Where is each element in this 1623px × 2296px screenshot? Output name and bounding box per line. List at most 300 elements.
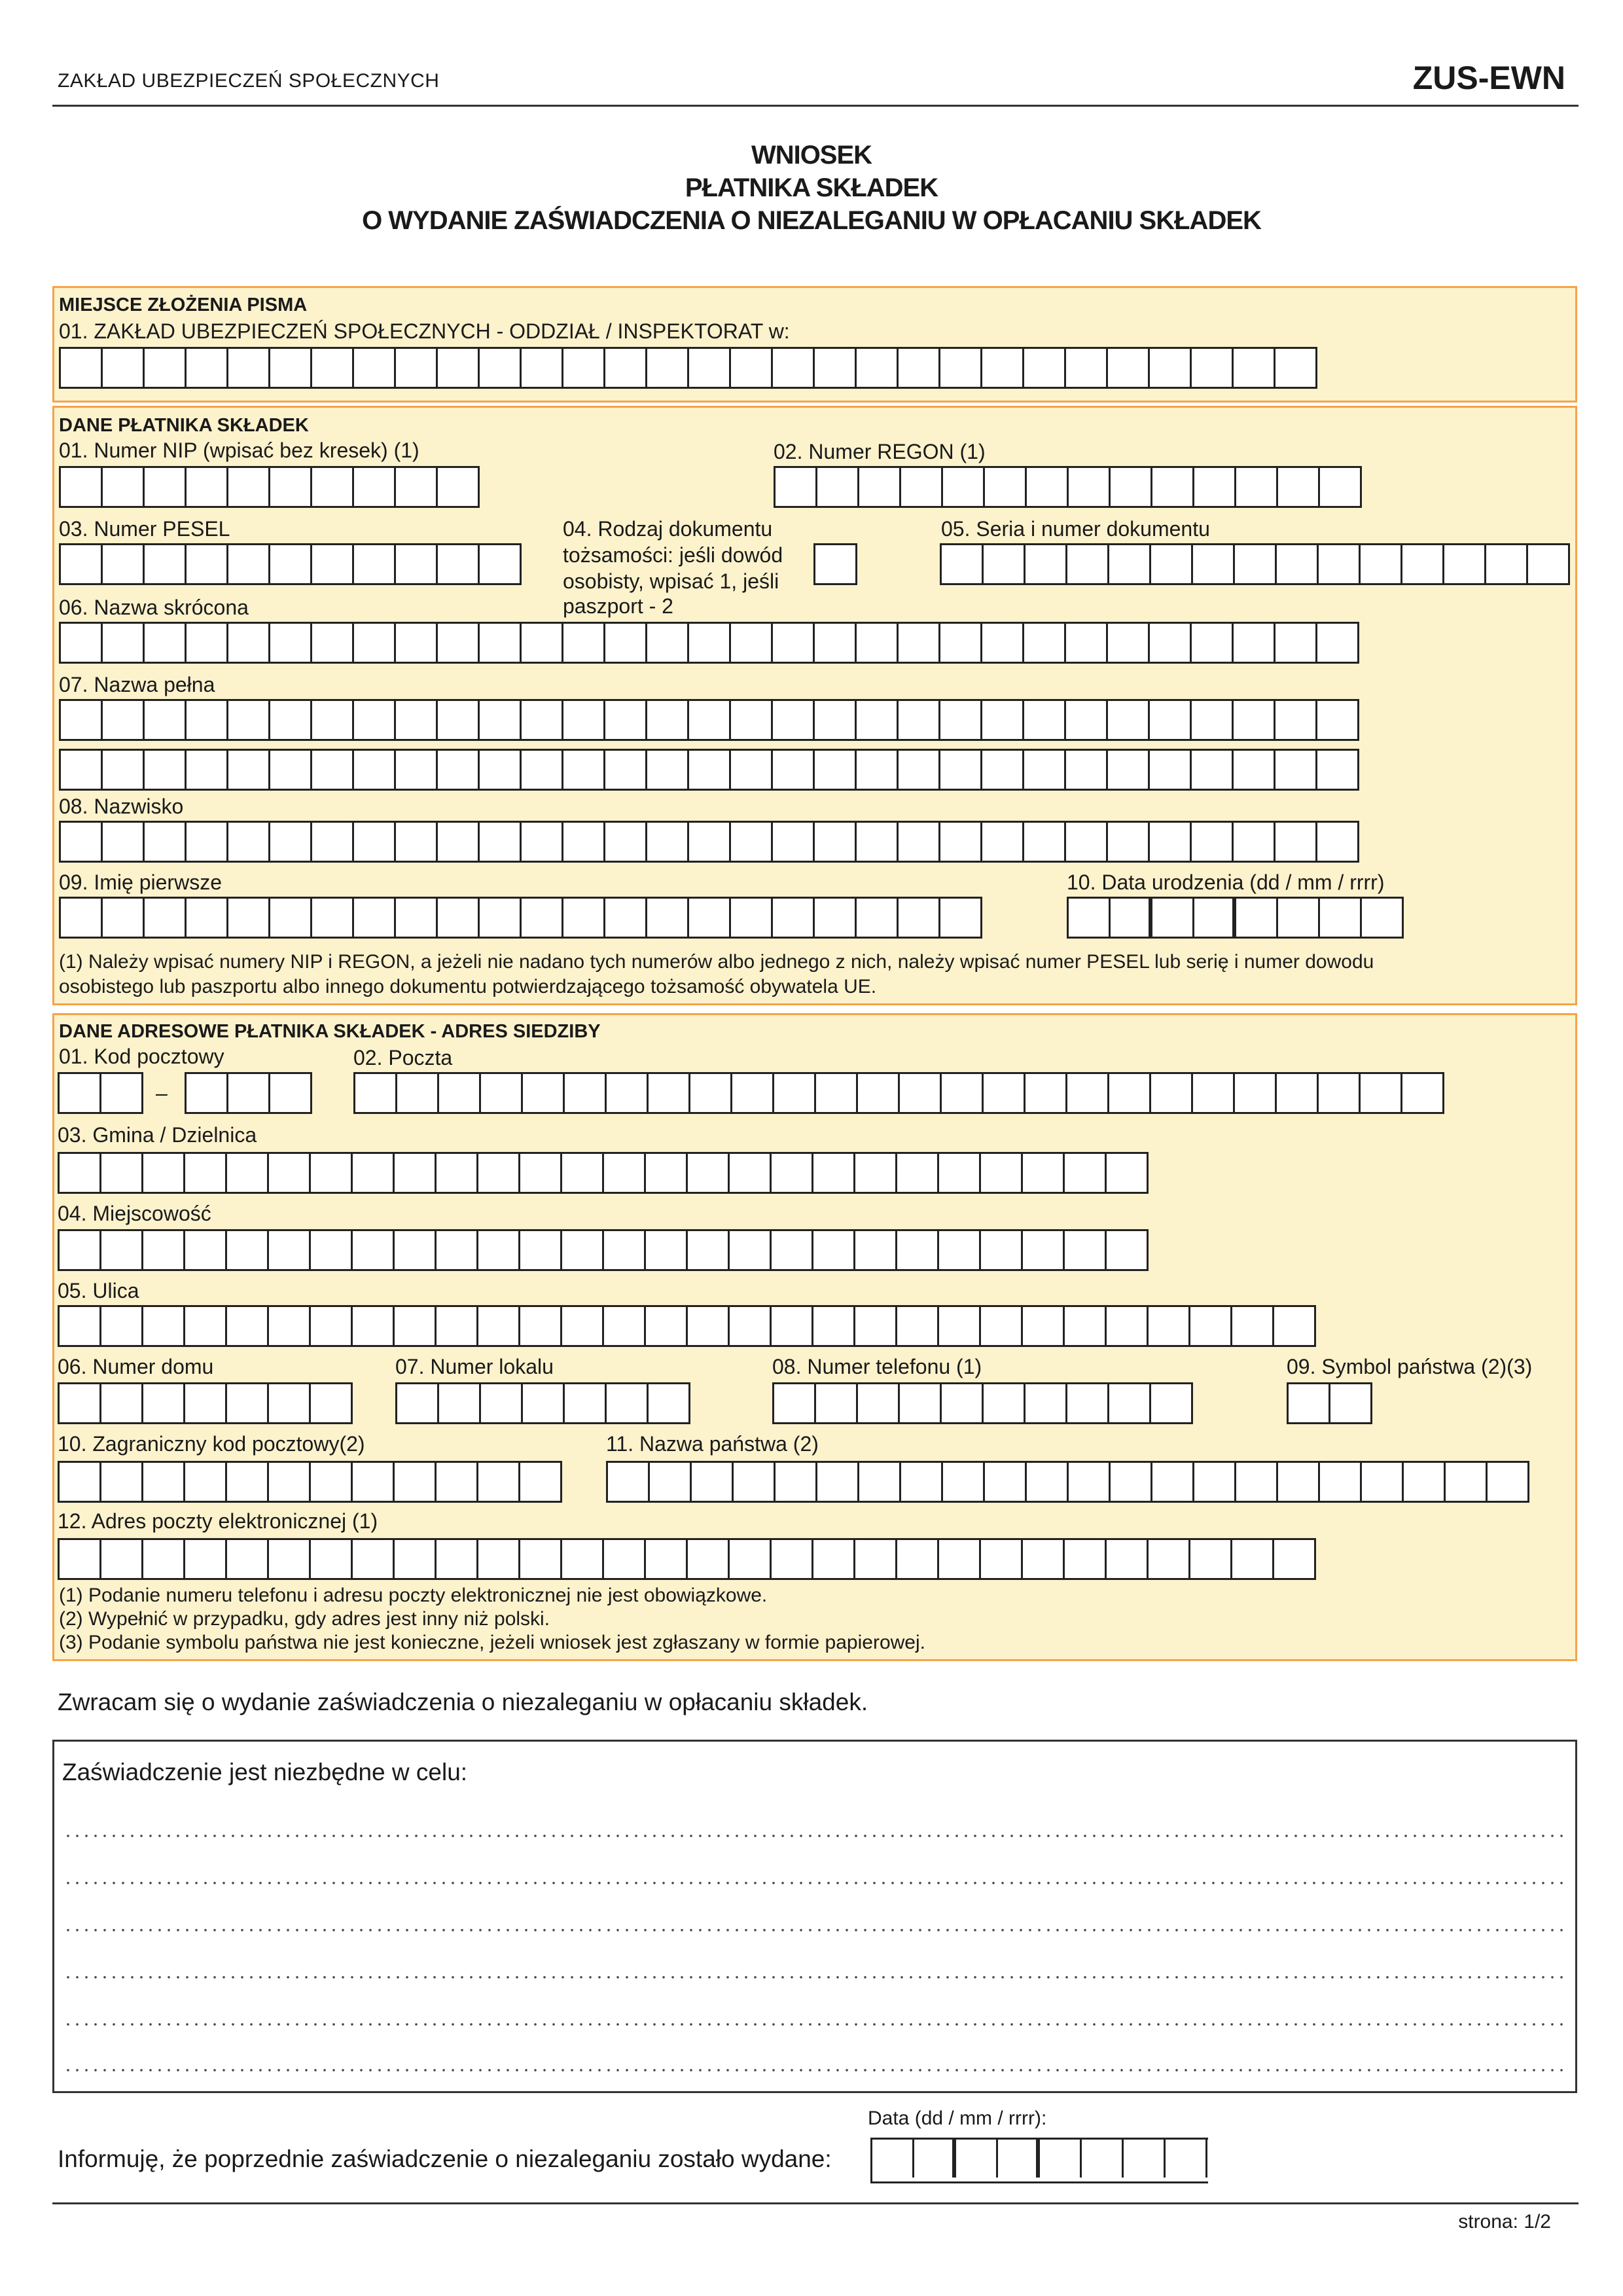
char-cell[interactable]	[1150, 823, 1192, 861]
char-cell[interactable]	[940, 899, 982, 937]
char-cell[interactable]	[943, 1463, 985, 1501]
char-cell[interactable]	[773, 751, 815, 789]
char-cell[interactable]	[1234, 624, 1275, 662]
char-cell[interactable]	[1192, 823, 1234, 861]
char-cell[interactable]	[982, 701, 1024, 739]
char-cell[interactable]	[1108, 823, 1150, 861]
char-cell[interactable]	[354, 701, 396, 739]
char-cell[interactable]	[565, 1074, 607, 1112]
char-cell[interactable]	[773, 624, 815, 662]
char-cell[interactable]	[481, 1384, 523, 1422]
char-cell[interactable]	[269, 1154, 311, 1192]
char-cell[interactable]	[646, 1231, 688, 1269]
char-cell[interactable]	[1151, 1384, 1193, 1422]
char-cell[interactable]	[354, 624, 396, 662]
char-cell[interactable]	[984, 1384, 1026, 1422]
char-cell[interactable]	[1319, 545, 1361, 583]
char-cell[interactable]	[312, 468, 354, 506]
char-cell[interactable]	[185, 1307, 227, 1345]
char-cell[interactable]	[101, 1384, 143, 1422]
char-cell[interactable]	[1275, 349, 1317, 387]
char-cell[interactable]	[1192, 751, 1234, 789]
char-cell[interactable]	[353, 1463, 395, 1501]
char-cell[interactable]	[438, 349, 480, 387]
char-cell[interactable]	[1111, 1463, 1152, 1501]
char-cell[interactable]	[1024, 701, 1066, 739]
char-cell[interactable]	[565, 1384, 607, 1422]
char-cell[interactable]	[1278, 468, 1320, 506]
char-cell[interactable]	[353, 1307, 395, 1345]
char-cell[interactable]	[858, 1384, 900, 1422]
char-cell[interactable]	[60, 1307, 101, 1345]
purpose-line-2[interactable]	[63, 1882, 1566, 1884]
char-cell[interactable]	[998, 2140, 1040, 2178]
char-cell[interactable]	[607, 1384, 649, 1422]
char-cell[interactable]	[522, 624, 563, 662]
char-cell[interactable]	[900, 1074, 942, 1112]
char-cell[interactable]	[773, 349, 815, 387]
char-cell[interactable]	[1150, 751, 1192, 789]
char-cell[interactable]	[187, 701, 228, 739]
char-cell[interactable]	[228, 1074, 270, 1112]
char-cell[interactable]	[60, 1154, 101, 1192]
char-cell[interactable]	[270, 624, 312, 662]
input-foreign-postal-code[interactable]	[58, 1461, 562, 1503]
char-cell[interactable]	[605, 349, 647, 387]
char-cell[interactable]	[228, 751, 270, 789]
char-cell[interactable]	[942, 1384, 984, 1422]
char-cell[interactable]	[985, 1463, 1027, 1501]
char-cell[interactable]	[731, 701, 773, 739]
char-cell[interactable]	[396, 899, 438, 937]
char-cell[interactable]	[522, 823, 563, 861]
char-cell[interactable]	[772, 1540, 813, 1578]
char-cell[interactable]	[187, 545, 228, 583]
char-cell[interactable]	[1024, 624, 1066, 662]
char-cell[interactable]	[815, 701, 857, 739]
char-cell[interactable]	[227, 1540, 269, 1578]
char-cell[interactable]	[480, 751, 522, 789]
char-cell[interactable]	[478, 1154, 520, 1192]
input-apartment-number[interactable]	[395, 1382, 690, 1424]
char-cell[interactable]	[563, 349, 605, 387]
char-cell[interactable]	[730, 1231, 772, 1269]
char-cell[interactable]	[270, 823, 312, 861]
input-street[interactable]	[58, 1305, 1316, 1347]
char-cell[interactable]	[857, 701, 899, 739]
char-cell[interactable]	[776, 468, 817, 506]
char-cell[interactable]	[269, 1463, 311, 1501]
char-cell[interactable]	[103, 899, 145, 937]
char-cell[interactable]	[1486, 545, 1528, 583]
char-cell[interactable]	[942, 1074, 984, 1112]
char-cell[interactable]	[396, 468, 438, 506]
input-postal-code-part2[interactable]	[185, 1072, 312, 1114]
char-cell[interactable]	[1317, 624, 1359, 662]
char-cell[interactable]	[438, 468, 480, 506]
char-cell[interactable]	[143, 1154, 185, 1192]
char-cell[interactable]	[185, 1154, 227, 1192]
char-cell[interactable]	[1124, 2140, 1166, 2178]
char-cell[interactable]	[649, 1384, 690, 1422]
char-cell[interactable]	[1235, 1074, 1277, 1112]
input-municipality[interactable]	[58, 1152, 1149, 1194]
char-cell[interactable]	[228, 823, 270, 861]
char-cell[interactable]	[354, 349, 396, 387]
char-cell[interactable]	[1067, 545, 1109, 583]
char-cell[interactable]	[438, 624, 480, 662]
char-cell[interactable]	[145, 899, 187, 937]
char-cell[interactable]	[1027, 468, 1069, 506]
char-cell[interactable]	[1065, 1231, 1107, 1269]
char-cell[interactable]	[604, 1154, 646, 1192]
char-cell[interactable]	[773, 823, 815, 861]
char-cell[interactable]	[1067, 1384, 1109, 1422]
char-cell[interactable]	[604, 1307, 646, 1345]
char-cell[interactable]	[396, 751, 438, 789]
char-cell[interactable]	[312, 545, 354, 583]
char-cell[interactable]	[311, 1384, 353, 1422]
char-cell[interactable]	[395, 1540, 437, 1578]
char-cell[interactable]	[815, 751, 857, 789]
char-cell[interactable]	[143, 1540, 185, 1578]
char-cell[interactable]	[1024, 751, 1066, 789]
char-cell[interactable]	[899, 823, 940, 861]
char-cell[interactable]	[1151, 1074, 1193, 1112]
input-locality[interactable]	[58, 1229, 1149, 1271]
char-cell[interactable]	[689, 823, 731, 861]
char-cell[interactable]	[1023, 1231, 1065, 1269]
char-cell[interactable]	[187, 624, 228, 662]
purpose-line-4[interactable]	[63, 1976, 1566, 1979]
char-cell[interactable]	[1107, 1540, 1149, 1578]
char-cell[interactable]	[872, 2140, 914, 2178]
char-cell[interactable]	[1065, 1540, 1107, 1578]
char-cell[interactable]	[1026, 1074, 1067, 1112]
char-cell[interactable]	[1066, 751, 1108, 789]
char-cell[interactable]	[145, 468, 187, 506]
char-cell[interactable]	[101, 1540, 143, 1578]
char-cell[interactable]	[101, 1463, 143, 1501]
char-cell[interactable]	[1361, 545, 1402, 583]
char-cell[interactable]	[899, 349, 940, 387]
char-cell[interactable]	[1107, 1231, 1149, 1269]
char-cell[interactable]	[438, 899, 480, 937]
input-country-symbol[interactable]	[1287, 1382, 1372, 1424]
char-cell[interactable]	[1317, 701, 1359, 739]
char-cell[interactable]	[187, 1074, 228, 1112]
char-cell[interactable]	[438, 545, 480, 583]
char-cell[interactable]	[185, 1384, 227, 1422]
char-cell[interactable]	[523, 1074, 565, 1112]
char-cell[interactable]	[1232, 1307, 1274, 1345]
input-first-name[interactable]	[59, 897, 982, 939]
char-cell[interactable]	[353, 1231, 395, 1269]
char-cell[interactable]	[899, 624, 940, 662]
char-cell[interactable]	[480, 701, 522, 739]
char-cell[interactable]	[1027, 1463, 1069, 1501]
char-cell[interactable]	[1446, 1463, 1488, 1501]
char-cell[interactable]	[900, 1384, 942, 1422]
input-country-name[interactable]	[606, 1461, 1529, 1503]
char-cell[interactable]	[605, 624, 647, 662]
char-cell[interactable]	[942, 545, 984, 583]
char-cell[interactable]	[395, 1231, 437, 1269]
char-cell[interactable]	[437, 1540, 478, 1578]
char-cell[interactable]	[269, 1231, 311, 1269]
char-cell[interactable]	[1108, 349, 1150, 387]
char-cell[interactable]	[1150, 349, 1192, 387]
char-cell[interactable]	[776, 1463, 817, 1501]
char-cell[interactable]	[1444, 545, 1486, 583]
char-cell[interactable]	[647, 624, 689, 662]
char-cell[interactable]	[647, 751, 689, 789]
char-cell[interactable]	[857, 899, 899, 937]
char-cell[interactable]	[857, 751, 899, 789]
char-cell[interactable]	[1278, 1463, 1320, 1501]
char-cell[interactable]	[522, 751, 563, 789]
char-cell[interactable]	[60, 1540, 101, 1578]
char-cell[interactable]	[1192, 349, 1234, 387]
char-cell[interactable]	[1152, 468, 1194, 506]
char-cell[interactable]	[61, 701, 103, 739]
char-cell[interactable]	[478, 1540, 520, 1578]
char-cell[interactable]	[647, 349, 689, 387]
char-cell[interactable]	[1488, 1463, 1529, 1501]
char-cell[interactable]	[858, 1074, 900, 1112]
char-cell[interactable]	[101, 1307, 143, 1345]
char-cell[interactable]	[1275, 624, 1317, 662]
char-cell[interactable]	[145, 545, 187, 583]
char-cell[interactable]	[897, 1154, 939, 1192]
char-cell[interactable]	[857, 823, 899, 861]
char-cell[interactable]	[480, 624, 522, 662]
char-cell[interactable]	[1067, 1074, 1109, 1112]
char-cell[interactable]	[604, 1540, 646, 1578]
char-cell[interactable]	[353, 1154, 395, 1192]
char-cell[interactable]	[1066, 624, 1108, 662]
char-cell[interactable]	[1232, 1540, 1274, 1578]
char-cell[interactable]	[981, 1540, 1023, 1578]
char-cell[interactable]	[227, 1307, 269, 1345]
char-cell[interactable]	[816, 1074, 858, 1112]
char-cell[interactable]	[690, 1074, 732, 1112]
input-short-name[interactable]	[59, 622, 1359, 664]
char-cell[interactable]	[1107, 1154, 1149, 1192]
input-pesel[interactable]	[59, 543, 522, 585]
char-cell[interactable]	[143, 1307, 185, 1345]
char-cell[interactable]	[396, 624, 438, 662]
char-cell[interactable]	[312, 823, 354, 861]
char-cell[interactable]	[1234, 823, 1275, 861]
input-doc-number[interactable]	[940, 543, 1570, 585]
char-cell[interactable]	[478, 1231, 520, 1269]
char-cell[interactable]	[1528, 545, 1570, 583]
char-cell[interactable]	[397, 1384, 439, 1422]
char-cell[interactable]	[901, 468, 943, 506]
char-cell[interactable]	[604, 1231, 646, 1269]
char-cell[interactable]	[1111, 899, 1152, 937]
char-cell[interactable]	[395, 1307, 437, 1345]
input-full-name-row2[interactable]	[59, 749, 1359, 791]
char-cell[interactable]	[312, 751, 354, 789]
char-cell[interactable]	[185, 1231, 227, 1269]
char-cell[interactable]	[688, 1540, 730, 1578]
char-cell[interactable]	[1402, 545, 1444, 583]
char-cell[interactable]	[1024, 823, 1066, 861]
char-cell[interactable]	[438, 751, 480, 789]
char-cell[interactable]	[813, 1307, 855, 1345]
char-cell[interactable]	[228, 545, 270, 583]
input-email[interactable]	[58, 1538, 1316, 1580]
char-cell[interactable]	[437, 1231, 478, 1269]
char-cell[interactable]	[943, 468, 985, 506]
char-cell[interactable]	[227, 1154, 269, 1192]
char-cell[interactable]	[1236, 1463, 1278, 1501]
char-cell[interactable]	[1402, 1074, 1444, 1112]
char-cell[interactable]	[520, 1540, 562, 1578]
char-cell[interactable]	[649, 1074, 690, 1112]
char-cell[interactable]	[1023, 1540, 1065, 1578]
char-cell[interactable]	[688, 1154, 730, 1192]
char-cell[interactable]	[956, 2140, 998, 2178]
char-cell[interactable]	[522, 349, 563, 387]
char-cell[interactable]	[1320, 899, 1362, 937]
char-cell[interactable]	[1192, 624, 1234, 662]
char-cell[interactable]	[772, 1231, 813, 1269]
char-cell[interactable]	[520, 1463, 562, 1501]
char-cell[interactable]	[354, 545, 396, 583]
char-cell[interactable]	[562, 1540, 604, 1578]
char-cell[interactable]	[1274, 1540, 1316, 1578]
char-cell[interactable]	[1108, 701, 1150, 739]
char-cell[interactable]	[61, 349, 103, 387]
char-cell[interactable]	[103, 545, 145, 583]
char-cell[interactable]	[1277, 545, 1319, 583]
char-cell[interactable]	[563, 823, 605, 861]
char-cell[interactable]	[1082, 2140, 1124, 2178]
purpose-line-6[interactable]	[63, 2069, 1566, 2072]
char-cell[interactable]	[1023, 1154, 1065, 1192]
char-cell[interactable]	[1274, 1307, 1316, 1345]
char-cell[interactable]	[439, 1384, 481, 1422]
char-cell[interactable]	[1234, 349, 1275, 387]
char-cell[interactable]	[772, 1154, 813, 1192]
char-cell[interactable]	[353, 1540, 395, 1578]
char-cell[interactable]	[103, 468, 145, 506]
char-cell[interactable]	[354, 751, 396, 789]
char-cell[interactable]	[1404, 1463, 1446, 1501]
char-cell[interactable]	[520, 1154, 562, 1192]
char-cell[interactable]	[982, 823, 1024, 861]
char-cell[interactable]	[1362, 1463, 1404, 1501]
char-cell[interactable]	[1319, 1074, 1361, 1112]
char-cell[interactable]	[143, 1231, 185, 1269]
char-cell[interactable]	[185, 1463, 227, 1501]
char-cell[interactable]	[143, 1463, 185, 1501]
char-cell[interactable]	[1192, 701, 1234, 739]
char-cell[interactable]	[1107, 1307, 1149, 1345]
char-cell[interactable]	[522, 899, 563, 937]
char-cell[interactable]	[1361, 1074, 1402, 1112]
char-cell[interactable]	[396, 545, 438, 583]
char-cell[interactable]	[187, 823, 228, 861]
char-cell[interactable]	[816, 1384, 858, 1422]
char-cell[interactable]	[982, 349, 1024, 387]
purpose-line-3[interactable]	[63, 1929, 1566, 1931]
char-cell[interactable]	[395, 1154, 437, 1192]
input-doc-type[interactable]	[813, 543, 857, 585]
char-cell[interactable]	[187, 349, 228, 387]
input-phone[interactable]	[772, 1382, 1193, 1424]
char-cell[interactable]	[1108, 624, 1150, 662]
char-cell[interactable]	[103, 624, 145, 662]
char-cell[interactable]	[940, 751, 982, 789]
char-cell[interactable]	[607, 1074, 649, 1112]
char-cell[interactable]	[1194, 899, 1236, 937]
char-cell[interactable]	[731, 624, 773, 662]
char-cell[interactable]	[731, 823, 773, 861]
char-cell[interactable]	[689, 751, 731, 789]
char-cell[interactable]	[1111, 468, 1152, 506]
char-cell[interactable]	[730, 1307, 772, 1345]
char-cell[interactable]	[437, 1307, 478, 1345]
char-cell[interactable]	[940, 701, 982, 739]
char-cell[interactable]	[1108, 751, 1150, 789]
char-cell[interactable]	[61, 545, 103, 583]
purpose-line-1[interactable]	[63, 1835, 1566, 1837]
input-house-number[interactable]	[58, 1382, 353, 1424]
char-cell[interactable]	[311, 1540, 353, 1578]
char-cell[interactable]	[397, 1074, 439, 1112]
char-cell[interactable]	[1278, 899, 1320, 937]
char-cell[interactable]	[143, 1384, 185, 1422]
char-cell[interactable]	[857, 624, 899, 662]
char-cell[interactable]	[1275, 701, 1317, 739]
char-cell[interactable]	[395, 1463, 437, 1501]
char-cell[interactable]	[563, 899, 605, 937]
char-cell[interactable]	[813, 1231, 855, 1269]
char-cell[interactable]	[60, 1463, 101, 1501]
char-cell[interactable]	[731, 899, 773, 937]
char-cell[interactable]	[1190, 1307, 1232, 1345]
char-cell[interactable]	[1320, 468, 1362, 506]
char-cell[interactable]	[1151, 545, 1193, 583]
char-cell[interactable]	[605, 823, 647, 861]
char-cell[interactable]	[1069, 1463, 1111, 1501]
char-cell[interactable]	[562, 1231, 604, 1269]
char-cell[interactable]	[897, 1540, 939, 1578]
char-cell[interactable]	[772, 1307, 813, 1345]
char-cell[interactable]	[480, 899, 522, 937]
char-cell[interactable]	[813, 1540, 855, 1578]
char-cell[interactable]	[1026, 545, 1067, 583]
input-birth-date[interactable]	[1067, 897, 1404, 939]
char-cell[interactable]	[311, 1154, 353, 1192]
char-cell[interactable]	[396, 701, 438, 739]
char-cell[interactable]	[984, 545, 1026, 583]
char-cell[interactable]	[270, 899, 312, 937]
char-cell[interactable]	[437, 1154, 478, 1192]
char-cell[interactable]	[187, 468, 228, 506]
char-cell[interactable]	[145, 751, 187, 789]
char-cell[interactable]	[312, 349, 354, 387]
char-cell[interactable]	[730, 1540, 772, 1578]
char-cell[interactable]	[939, 1231, 981, 1269]
char-cell[interactable]	[61, 899, 103, 937]
char-cell[interactable]	[774, 1384, 816, 1422]
char-cell[interactable]	[312, 701, 354, 739]
